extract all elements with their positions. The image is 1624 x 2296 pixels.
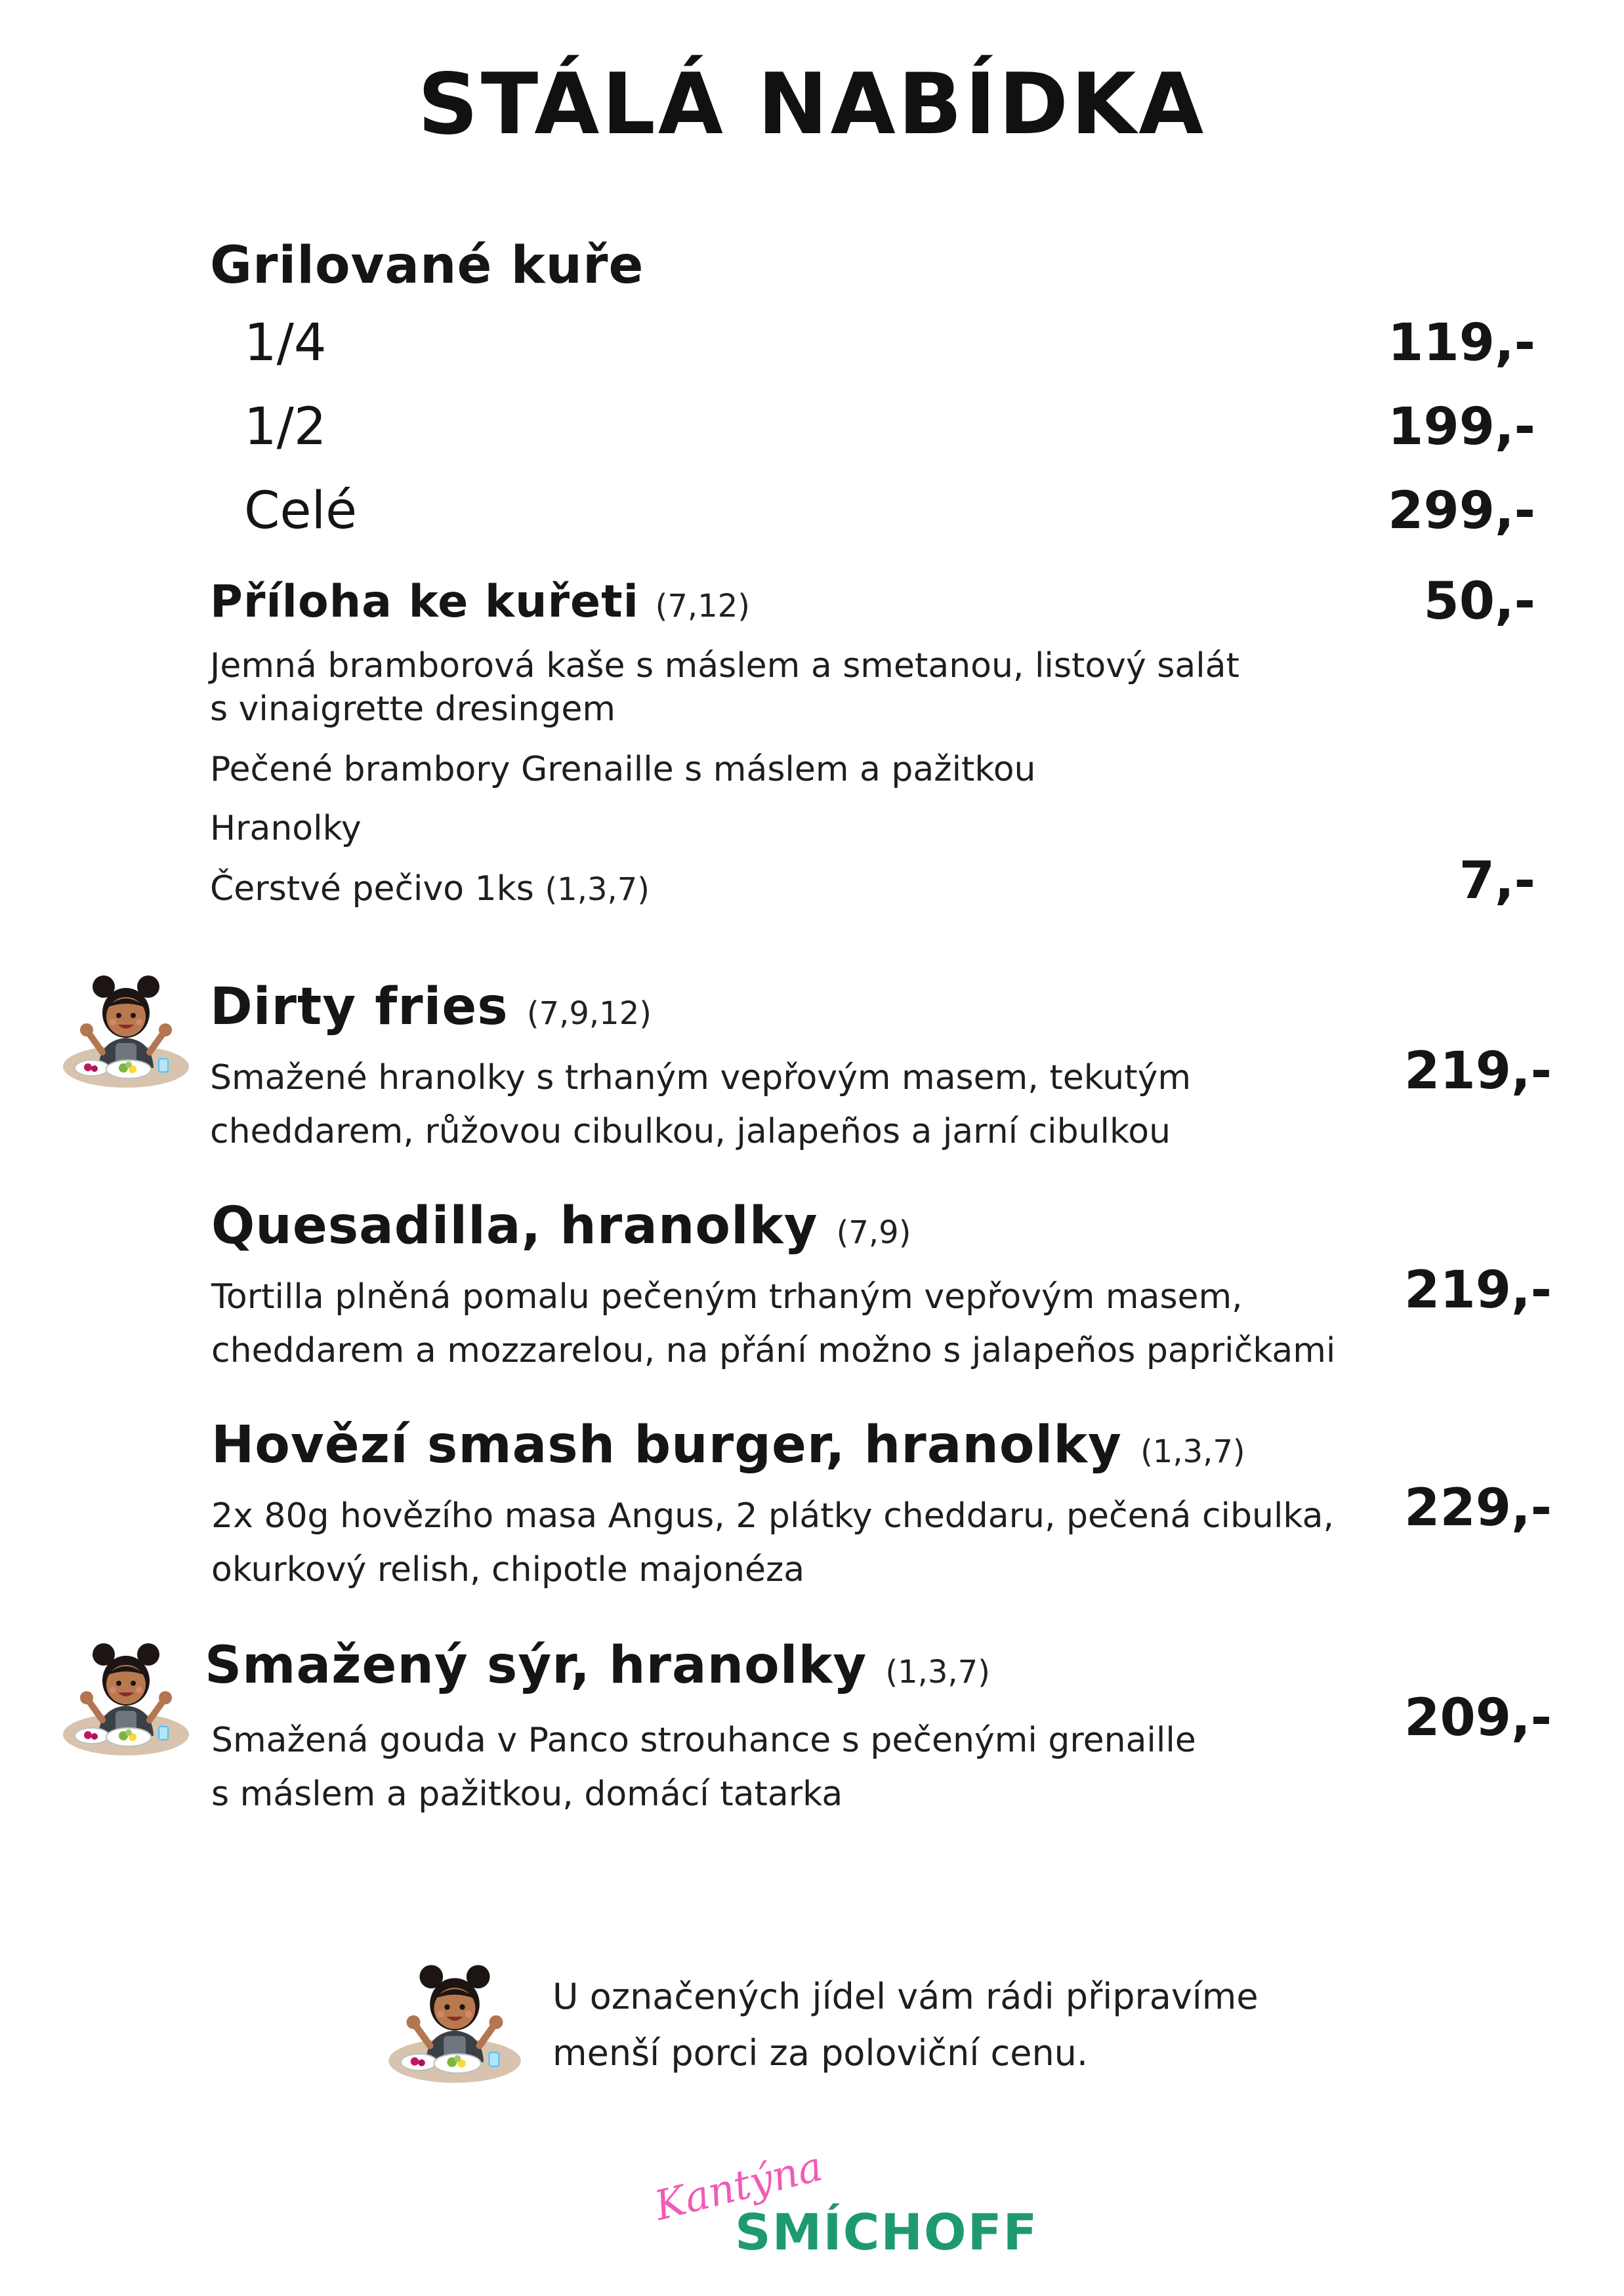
item-desc-line-1: 2x 80g hovězího masa Angus, 2 plátky cheddaru, pečená cibulka, [211,1496,1334,1536]
child-eating-icon [60,1637,192,1769]
item-desc-line-1: Tortilla plněná pomalu pečeným trhaným vepřovým masem, [211,1277,1243,1317]
logo-script: Kantýna [650,2142,827,2230]
child-eating-icon [60,970,192,1101]
portion-quarter-price: 119,- [1388,314,1535,373]
item-desc-line-2: s máslem a pažitkou, domácí tatarka [211,1774,843,1814]
item-name-line [211,1416,1245,1475]
item-desc-line-2: okurkový relish, chipotle majonéza [211,1550,805,1589]
portion-whole-label: Celé [244,482,358,541]
item-name: Quesadilla, hranolky [211,1197,818,1256]
bread-allergens: (1,3,7) [545,871,650,908]
item-name-line [210,977,652,1036]
side-heading [210,576,750,628]
item-price: 219,- [1404,1261,1552,1320]
child-eating-icon [386,1959,524,2097]
item-allergens: (1,3,7) [1140,1433,1245,1470]
item-allergens: (7,9) [836,1214,911,1251]
bread-price: 7,- [1459,851,1535,911]
item-desc-line-1: Smažené hranolky s trhaným vepřovým masem, tekutým [210,1058,1192,1097]
bread-label: Čerstvé pečivo 1ks [210,869,534,909]
portion-whole-price: 299,- [1388,482,1535,541]
chicken-heading: Grilované kuře [210,236,644,295]
side-option-1: Jemná bramborová kaše s máslem a smetanou, listový salát [210,646,1239,686]
item-allergens: (7,9,12) [526,995,652,1032]
item-desc-line-1: Smažená gouda v Panco strouhance s pečenými grenaille [211,1721,1196,1760]
side-option-1b: s vinaigrette dresingem [210,689,616,729]
logo-wordmark: SMÍCHOFF [735,2203,1039,2261]
item-name-line [205,1636,990,1695]
kids-note-line-1: U označených jídel vám rádi připravíme [552,1976,1259,2017]
item-allergens: (1,3,7) [885,1654,990,1691]
restaurant-logo [650,2142,1039,2263]
kids-note-line-2: menší porci za poloviční cenu. [552,2032,1089,2074]
item-name-line [211,1197,911,1256]
item-desc-line-2: cheddarem a mozzarelou, na přání možno s jalapeños papričkami [211,1331,1336,1370]
bread-line [210,862,650,916]
item-name: Smažený sýr, hranolky [205,1636,867,1695]
portion-quarter-label: 1/4 [244,314,327,373]
item-desc-line-2: cheddarem, růžovou cibulkou, jalapeños a jarní cibulkou [210,1112,1171,1151]
side-allergens: (7,12) [655,588,750,625]
item-price: 219,- [1404,1042,1552,1101]
item-price: 229,- [1404,1479,1552,1538]
side-option-3: Hranolky [210,809,362,848]
side-option-2: Pečené brambory Grenaille s máslem a pažitkou [210,750,1036,789]
side-price: 50,- [1423,572,1535,631]
side-heading-text: Příloha ke kuřeti [210,576,639,628]
page-title: STÁLÁ NABÍDKA [417,56,1207,154]
portion-half-label: 1/2 [244,398,327,457]
item-name: Dirty fries [210,977,509,1036]
portion-half-price: 199,- [1388,398,1535,457]
item-price: 209,- [1404,1689,1552,1748]
item-name: Hovězí smash burger, hranolky [211,1416,1122,1475]
